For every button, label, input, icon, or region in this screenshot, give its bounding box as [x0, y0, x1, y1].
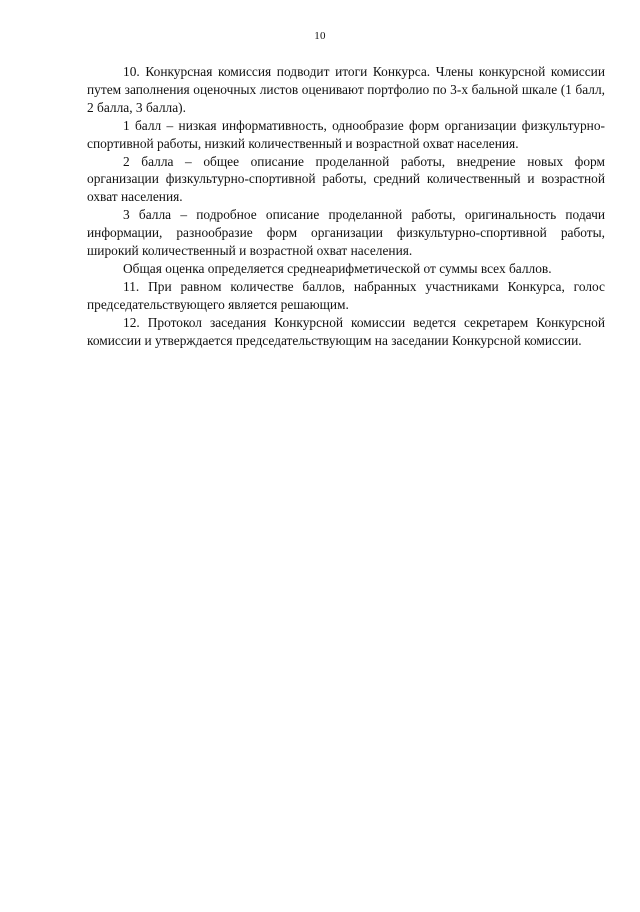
paragraph-12: 12. Протокол заседания Конкурсной комиссии ведется секретарем Конкурсной комиссии и утверждается председательствующим на заседании Конкурсной комиссии. [87, 314, 605, 348]
document-body [87, 63, 605, 350]
paragraph-10: 10. Конкурсная комиссия подводит итоги Конкурса. Члены конкурсной комиссии путем заполнения оценочных листов оценивают портфолио по 3-х бальной шкале (1 балл, 2 балла, 3 балла). [87, 64, 605, 115]
paragraph-overall-score: Общая оценка определяется среднеарифметической от суммы всех баллов. [123, 260, 552, 276]
paragraph-score-2: 2 балла – общее описание проделанной работы, внедрение новых форм организации физкультурно-спортивной работы, средний количественный и возрастной охват населения. [87, 153, 605, 205]
paragraph-score-3: 3 балла – подробное описание проделанной работы, оригинальность подачи информации, разнообразие форм организации физкультурно-спортивной работы, широкий количественный и возрастной охват населения. [87, 207, 605, 259]
paragraph-11: 11. При равном количестве баллов, набранных участниками Конкурса, голос председательствующего является решающим. [87, 278, 605, 312]
paragraph-score-1: 1 балл – низкая информативность, однообразие форм организации физкультурно-спортивной работы, низкий количественный и возрастной охват населения. [87, 117, 605, 151]
page-number: 10 [314, 30, 326, 42]
